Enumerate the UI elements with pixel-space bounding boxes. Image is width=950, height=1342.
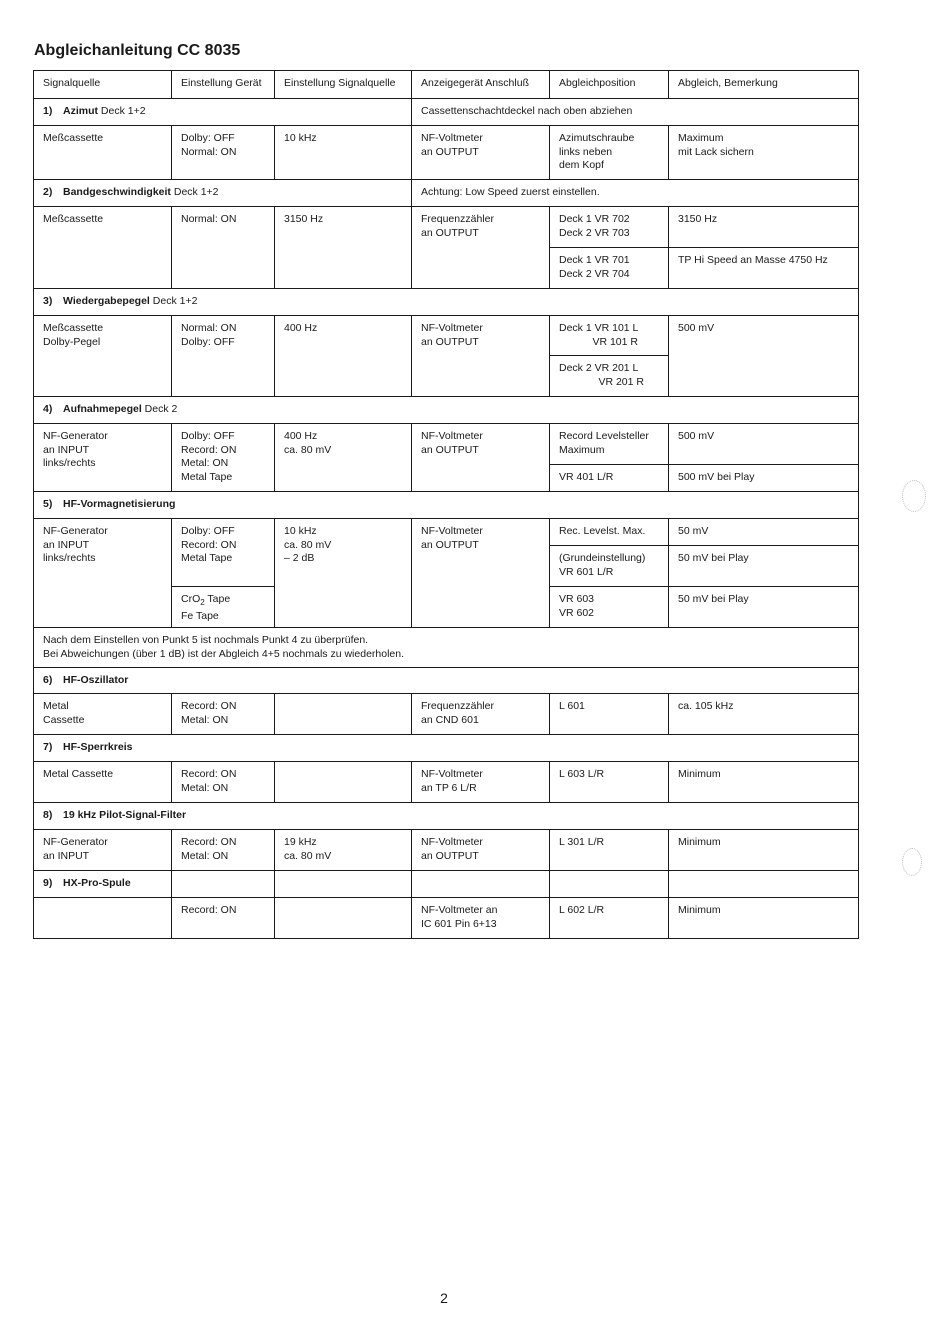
- cell-position: Record Levelsteller Maximum: [550, 424, 669, 465]
- cell-device: Normal: ON Dolby: OFF: [172, 316, 275, 397]
- section-header-row: [34, 735, 859, 762]
- section-header-row: [34, 180, 859, 207]
- cell-remark: Minimum: [669, 830, 859, 871]
- page-number: 2: [440, 1290, 448, 1306]
- section-title-1: 1) Azimut Deck 1+2: [34, 99, 412, 126]
- cell-source: Meßcassette: [34, 207, 172, 289]
- cell-device: CrO$_2$ Tape Fe Tape: [172, 587, 275, 628]
- cell-source: Metal Cassette: [34, 762, 172, 803]
- cell-source: Metal Cassette: [34, 694, 172, 735]
- cell-signal: 3150 Hz: [275, 207, 412, 289]
- cell-position: VR 603 VR 602: [550, 587, 669, 628]
- cell-position: L 603 L/R: [550, 762, 669, 803]
- cell-position: Deck 1 VR 702 Deck 2 VR 703: [550, 207, 669, 248]
- header-bemerkung: Abgleich, Bemerkung: [669, 71, 859, 99]
- cell-position: [550, 356, 669, 397]
- section-header-row: [34, 871, 859, 898]
- cell-signal: [275, 762, 412, 803]
- cell-position: VR 401 L/R: [550, 465, 669, 492]
- section-title-4: 4) Aufnahmepegel Deck 2: [34, 397, 859, 424]
- cell-remark: 500 mV bei Play: [669, 465, 859, 492]
- cell-position: Azimutschraube links neben dem Kopf: [550, 126, 669, 180]
- cell-remark: TP Hi Speed an Masse 4750 Hz: [669, 248, 859, 289]
- cell-signal: 10 kHz ca. 80 mV – 2 dB: [275, 519, 412, 628]
- position-line: VR 201 R: [598, 375, 644, 388]
- cell-source: NF-Generator an INPUT links/rechts: [34, 519, 172, 628]
- cell-remark: 50 mV: [669, 519, 859, 546]
- cell-device: Record: ON Metal: ON: [172, 694, 275, 735]
- cell-position: L 601: [550, 694, 669, 735]
- section-header-row: [34, 803, 859, 830]
- cell-meter: Frequenzzähler an CND 601: [412, 694, 550, 735]
- section-title-8: 8) 19 kHz Pilot-Signal-Filter: [34, 803, 859, 830]
- cell-source: Meßcassette: [34, 126, 172, 180]
- table-header-row: [34, 71, 859, 99]
- section-header-row: [34, 289, 859, 316]
- section-title-9: 9) HX-Pro-Spule: [34, 871, 172, 898]
- cell-position: Rec. Levelst. Max.: [550, 519, 669, 546]
- header-signalquelle: Signalquelle: [34, 71, 172, 99]
- table-row: [34, 694, 859, 735]
- empty-cell: [172, 871, 275, 898]
- position-line: Deck 1 VR 101 L: [559, 322, 639, 334]
- section-header-row: [34, 668, 859, 694]
- section-footnote: Nach dem Einstellen von Punkt 5 ist nochmals Punkt 4 zu überprüfen. Bei Abweichungen (über 1 dB) ist der Abgleich 4+5 nochmals zu wiederholen.: [34, 628, 859, 668]
- cell-signal: 10 kHz: [275, 126, 412, 180]
- cell-source: NF-Generator an INPUT: [34, 830, 172, 871]
- section-header-row: [34, 492, 859, 519]
- cell-position: [550, 316, 669, 356]
- header-anzeigegeraet: Anzeigegerät Anschluß: [412, 71, 550, 99]
- cell-position: L 602 L/R: [550, 898, 669, 939]
- cell-remark: Minimum: [669, 762, 859, 803]
- cell-meter: NF-Voltmeter an OUTPUT: [412, 126, 550, 180]
- section-title-6: 6) HF-Oszillator: [34, 668, 859, 694]
- page-title: Abgleichanleitung CC 8035: [34, 42, 241, 59]
- cell-signal: [275, 694, 412, 735]
- empty-cell: [412, 871, 550, 898]
- alignment-table: [33, 70, 859, 939]
- section-title-5: 5) HF-Vormagnetisierung: [34, 492, 859, 519]
- cell-device: Record: ON Metal: ON: [172, 830, 275, 871]
- cell-remark: ca. 105 kHz: [669, 694, 859, 735]
- cell-remark: 50 mV bei Play: [669, 587, 859, 628]
- cell-device: Normal: ON: [172, 207, 275, 289]
- cell-signal: 400 Hz ca. 80 mV: [275, 424, 412, 492]
- table-row: [34, 898, 859, 939]
- cell-signal: 19 kHz ca. 80 mV: [275, 830, 412, 871]
- cell-source: [34, 898, 172, 939]
- section-title-3: 3) Wiedergabepegel Deck 1+2: [34, 289, 859, 316]
- table-row: [34, 424, 859, 465]
- position-line: VR 101 R: [592, 335, 638, 348]
- section-note-1: Cassettenschachtdeckel nach oben abziehen: [412, 99, 859, 126]
- table-row: [34, 519, 859, 546]
- cell-position: L 301 L/R: [550, 830, 669, 871]
- cell-remark: 3150 Hz: [669, 207, 859, 248]
- table-row: [34, 316, 859, 356]
- cell-remark: Maximum mit Lack sichern: [669, 126, 859, 180]
- cell-device: Dolby: OFF Record: ON Metal Tape: [172, 519, 275, 587]
- header-einstellung-signalquelle: Einstellung Signalquelle: [275, 71, 412, 99]
- section-header-row: [34, 397, 859, 424]
- cell-signal: [275, 898, 412, 939]
- cell-meter: Frequenzzähler an OUTPUT: [412, 207, 550, 289]
- cell-meter: NF-Voltmeter an OUTPUT: [412, 519, 550, 628]
- cell-signal: 400 Hz: [275, 316, 412, 397]
- binder-hole-mark: [902, 848, 922, 876]
- cell-meter: NF-Voltmeter an OUTPUT: [412, 424, 550, 492]
- section-note-2: Achtung: Low Speed zuerst einstellen.: [412, 180, 859, 207]
- cell-source: Meßcassette Dolby-Pegel: [34, 316, 172, 397]
- header-einstellung-geraet: Einstellung Gerät: [172, 71, 275, 99]
- cell-remark: 50 mV bei Play: [669, 546, 859, 587]
- section-title-7: 7) HF-Sperrkreis: [34, 735, 859, 762]
- cell-meter: NF-Voltmeter an OUTPUT: [412, 316, 550, 397]
- cell-remark: Minimum: [669, 898, 859, 939]
- empty-cell: [669, 871, 859, 898]
- cell-meter: NF-Voltmeter an TP 6 L/R: [412, 762, 550, 803]
- empty-cell: [275, 871, 412, 898]
- section-header-row: [34, 99, 859, 126]
- cell-position: (Grundeinstellung) VR 601 L/R: [550, 546, 669, 587]
- cell-device: Record: ON Metal: ON: [172, 762, 275, 803]
- table-row: [34, 762, 859, 803]
- cell-device: Dolby: OFF Record: ON Metal: ON Metal Tape: [172, 424, 275, 492]
- cell-source: NF-Generator an INPUT links/rechts: [34, 424, 172, 492]
- table-row: [34, 207, 859, 248]
- table-row: [34, 126, 859, 180]
- cell-meter: NF-Voltmeter an IC 601 Pin 6+13: [412, 898, 550, 939]
- cell-meter: NF-Voltmeter an OUTPUT: [412, 830, 550, 871]
- empty-cell: [550, 871, 669, 898]
- cell-device: Dolby: OFF Normal: ON: [172, 126, 275, 180]
- cell-position: Deck 1 VR 701 Deck 2 VR 704: [550, 248, 669, 289]
- cell-remark: 500 mV: [669, 424, 859, 465]
- position-line: Deck 2 VR 201 L: [559, 362, 639, 374]
- binder-hole-mark: [902, 480, 926, 512]
- cell-device: Record: ON: [172, 898, 275, 939]
- cell-remark: 500 mV: [669, 316, 859, 397]
- header-abgleichposition: Abgleichposition: [550, 71, 669, 99]
- section-title-2: 2) Bandgeschwindigkeit Deck 1+2: [34, 180, 412, 207]
- footnote-row: [34, 628, 859, 668]
- table-row: [34, 830, 859, 871]
